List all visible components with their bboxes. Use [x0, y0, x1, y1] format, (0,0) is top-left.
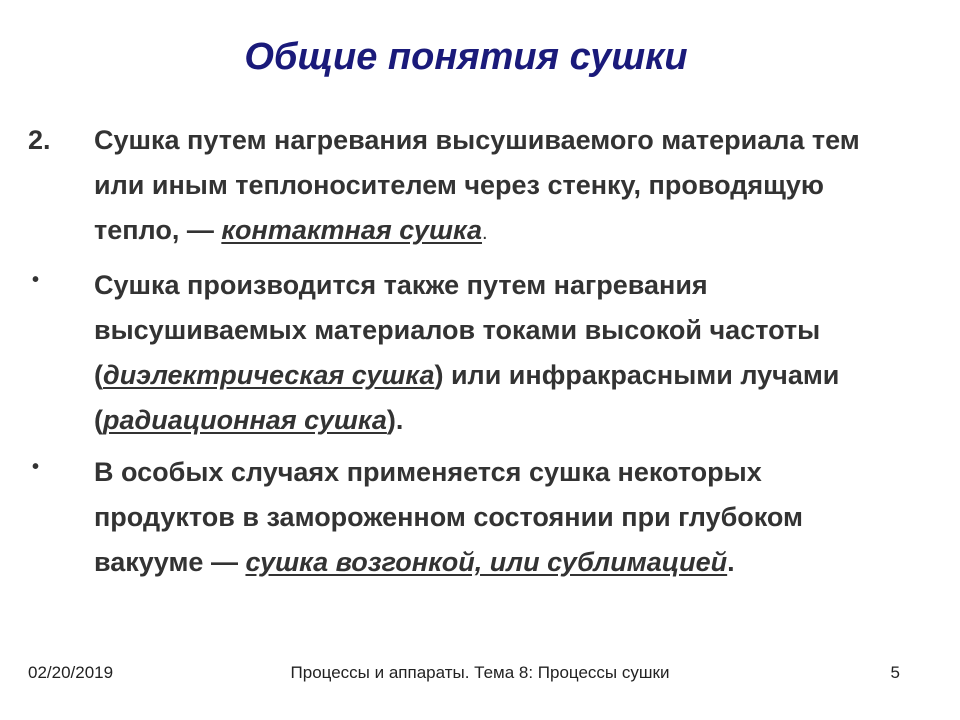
term-sublimation-drying: сушка возгонкой, или сублимацией: [245, 547, 728, 577]
item-end: ).: [386, 405, 404, 435]
term-contact-drying: контактная сушка: [221, 215, 482, 245]
item-text: [94, 450, 908, 585]
list-item: [28, 263, 908, 443]
item-text-body: Сушка путем нагревания высушиваемого материала тем или иным теплоносителем через стенку, проводящую тепло, —: [94, 125, 860, 245]
footer-date: 02/20/2019: [28, 663, 114, 682]
item-text-body: В особых случаях применяется сушка некоторых продуктов в замороженном состоянии при глубоком вакууме —: [94, 457, 804, 577]
term-dielectric-drying: диэлектрическая сушка: [103, 360, 435, 390]
bullet-icon: •: [32, 456, 40, 478]
list-item: [28, 450, 908, 585]
item-end: .: [727, 547, 735, 577]
list-item: [28, 118, 908, 256]
item-text-middle: ) или инфракрасными лучами (: [94, 360, 840, 435]
page-number: 5: [890, 663, 900, 682]
slide-title: Общие понятия сушки: [244, 36, 688, 78]
item-text: [94, 118, 908, 256]
item-end: .: [481, 222, 488, 244]
item-text: [94, 263, 908, 443]
item-number: 2.: [28, 125, 51, 155]
footer-subject: Процессы и аппараты. Тема 8: Процессы сушки: [290, 663, 670, 682]
term-radiation-drying: радиационная сушка: [103, 405, 387, 435]
item-text-body: Сушка производится также путем нагревания высушиваемых материалов токами высокой частоты (: [94, 270, 821, 390]
bullet-icon: •: [32, 269, 40, 291]
slide-content: [28, 118, 908, 585]
